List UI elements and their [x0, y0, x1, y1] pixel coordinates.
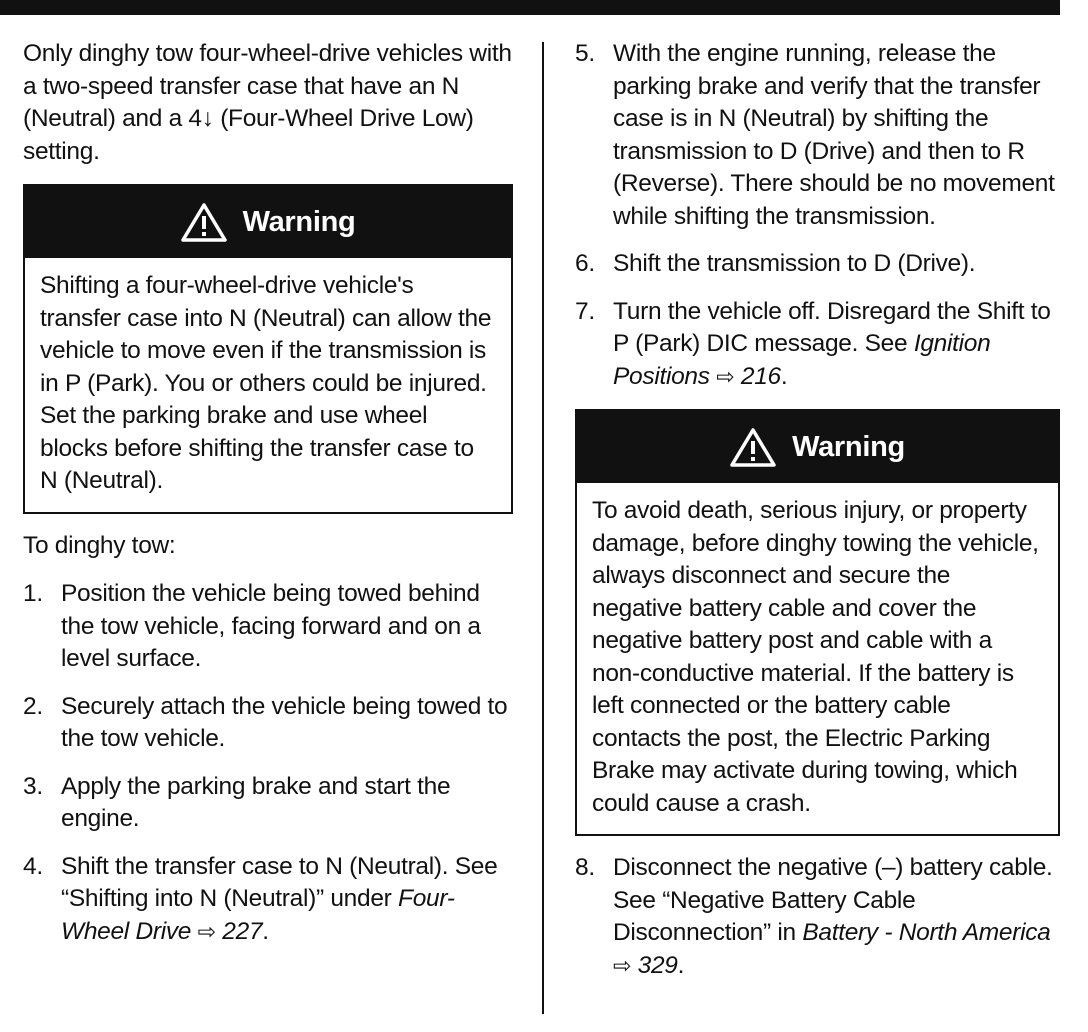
page-number: 216 — [740, 362, 781, 390]
warning-body: To avoid death, serious injury, or property damage, before dinghy towing the vehicle, always disconnect and secure the negative battery cable and cover the negative battery post and cable with a non-conductive material. If the battery is left connected or the battery cable contacts the post, the Electric Parking Brake may activate during towing, which could cause a crash. — [592, 497, 1039, 817]
warning-triangle-icon — [181, 202, 227, 242]
step-text: Disconnect the negative (–) battery cable. See “Negative Battery Cable Disconnection” in — [613, 854, 1053, 946]
step-number: 2. — [23, 692, 43, 720]
step-number: 4. — [23, 852, 43, 880]
hollow-arrow-right-icon: ⇨ — [197, 918, 216, 944]
warning-header — [577, 411, 1058, 483]
step-text-with-reference — [61, 851, 513, 949]
step-number: 5. — [575, 40, 595, 67]
step-end: . — [677, 951, 685, 979]
hollow-arrow-right-icon: ⇨ — [613, 952, 632, 978]
intro-paragraph: Only dinghy tow four-wheel-drive vehicles with a two-speed transfer case that have an N (Neutral) and a 4↓ (Four-Wheel Drive Low) setting. — [23, 40, 512, 165]
step-text: Shift the transfer case to N (Neutral). See “Shifting into N (Neutral)” under — [61, 852, 498, 912]
step-end: . — [780, 362, 788, 390]
column-divider — [542, 42, 544, 1014]
list-item — [575, 38, 1060, 233]
warning-triangle-icon — [730, 427, 776, 467]
warning-box-transfer-case — [23, 184, 513, 514]
step-end: . — [262, 917, 269, 945]
dinghy-tow-lead: To dinghy tow: — [23, 531, 176, 559]
warning-title: Warning — [242, 205, 356, 238]
cross-reference-link[interactable]: Four-Wheel Drive — [61, 885, 455, 945]
hollow-arrow-right-icon: ⇨ — [716, 363, 735, 389]
list-item — [23, 851, 513, 949]
cross-reference-link[interactable]: Battery - North America — [802, 919, 1051, 946]
step-number: 8. — [575, 854, 595, 881]
step-text: Turn the vehicle off. Disregard the Shift to P (Park) DIC message. See — [613, 297, 1051, 357]
warning-body: Shifting a four-wheel-drive vehicle's transfer case into N (Neutral) can allow the vehicle to move even if the transmission is in P (Park). You or others could be injured. Set the parking brake and use wheel blocks before shifting the transfer case to N (Neutral). — [40, 272, 492, 494]
list-item — [23, 691, 513, 756]
list-item — [23, 578, 513, 676]
step-number: 6. — [575, 250, 595, 277]
page-number: 227 — [222, 917, 263, 945]
warning-title: Warning — [792, 430, 905, 463]
step-text: Securely attach the vehicle being towed to the tow vehicle. — [61, 692, 508, 752]
step-number: 7. — [575, 297, 595, 325]
warning-header — [25, 186, 511, 258]
top-rule — [0, 0, 1060, 15]
list-item — [575, 248, 1060, 281]
step-text: With the engine running, release the parking brake and verify that the transfer case is in N (Neutral) by shifting the transmission to D (Drive) and then to R (Reverse). There should be no movement while shifting the transmission. — [613, 40, 1055, 230]
list-item — [575, 296, 1060, 394]
step-text-with-reference — [613, 852, 1060, 982]
list-item — [575, 852, 1060, 982]
step-text: Apply the parking brake and start the engine. — [61, 772, 451, 832]
step-text: Shift the transmission to D (Drive). — [613, 250, 976, 277]
step-number: 1. — [23, 580, 43, 607]
cross-reference-link[interactable]: Ignition Positions — [613, 330, 991, 390]
step-number: 3. — [23, 772, 43, 800]
warning-box-battery — [575, 409, 1060, 836]
list-item — [23, 771, 513, 836]
step-text: Position the vehicle being towed behind the tow vehicle, facing forward and on a level surface. — [61, 580, 481, 672]
right-column — [575, 38, 1060, 997]
left-column — [23, 38, 513, 963]
page-number: 329 — [637, 951, 678, 979]
step-text-with-reference — [613, 296, 1060, 394]
